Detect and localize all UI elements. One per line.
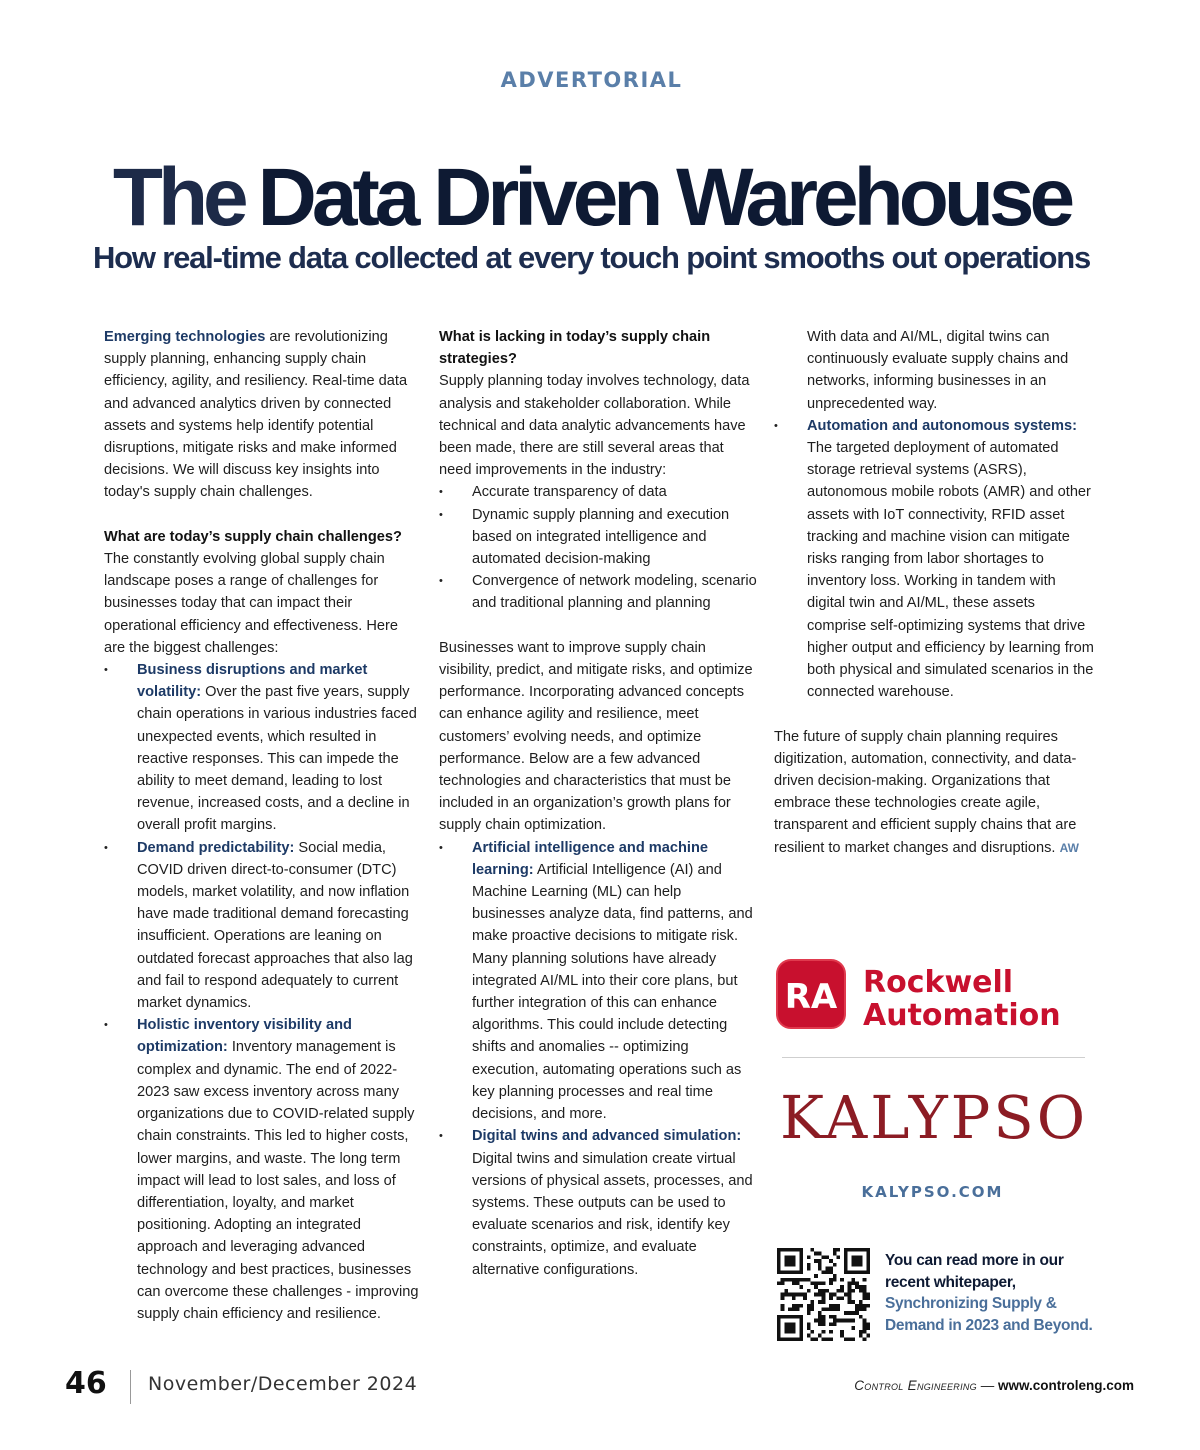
closing-paragraph [774, 726, 1094, 859]
bullet-item [439, 570, 757, 614]
bullet-heading: Automation and autonomous systems: [807, 417, 1078, 434]
section-heading-lacking: What is lacking in today’s supply chain strategies? [439, 329, 711, 368]
bullet-heading: Holistic inventory visibility and optimization: [137, 1017, 352, 1056]
continued-paragraph: With data and AI/ML, digital twins can continuously evaluate supply chains and networks, informing businesses in an unprecedented way. [807, 329, 1069, 412]
promo-text: You can read more in our recent whitepaper, [885, 1252, 1064, 1291]
kalypso-logo: KALYPSO [780, 1083, 1089, 1152]
rockwell-wordmark-line2: Automation [863, 998, 1061, 1033]
advertorial-kicker: ADVERTORIAL [500, 68, 683, 92]
rockwell-mark-letters: RA [784, 977, 838, 1017]
closing-text: The future of supply chain planning requires digitization, automation, connectivity, and data-driven decision-making. Organizations that embrace these technologies create agile, transparent and efficient supply chains that are resilient to market changes and disruptions. [774, 728, 1077, 856]
challenges-body: The constantly evolving global supply chain landscape poses a range of challenges for businesses today that can impact their operational efficiency and effectiveness. Here are the biggest challenges: [104, 551, 398, 656]
bullet-item [104, 1014, 422, 1325]
page-subtitle: How real-time data collected at every touch point smooths out operations [92, 240, 1091, 275]
title-part-1: The [112, 152, 244, 243]
bullet-item [104, 837, 422, 1015]
footer-divider [130, 1370, 131, 1404]
bullet-icon: • [439, 575, 443, 588]
publication-credit [854, 1378, 1134, 1393]
intro-body: are revolutionizing supply planning, enhancing supply chain efficiency, agility, and resiliency. Real-time data and advanced analytics driven by connected assets and systems help identify potential disruptions, mitigate risks and make informed decisions. We will discuss key insights into today's supply chain challenges. [104, 329, 408, 501]
whitepaper-link[interactable]: Synchronizing Supply & Demand in 2023 and Beyond. [885, 1295, 1093, 1334]
bullet-heading: Artificial intelligence and machine learning: [472, 839, 708, 878]
bullet-body: Artificial Intelligence (AI) and Machine Learning (ML) can help businesses analyze data, find patterns, and make proactive decisions to mitigate risk. Many planning solutions have already integrated AI/ML into their core plans, but further integration of this can enhance algorithms. This could include detecting shifts and anomalies -- optimizing execution, automating operations such as key planning processes and real time decisions, and more. [472, 861, 753, 1123]
bullet-icon: • [104, 664, 108, 677]
bullet-body: Social media, COVID driven direct-to-consumer (DTC) models, market volatility, and now inflation have made traditional demand forecasting insufficient. Operations are leaning on outdated forecast approaches that also lag and fail to respond adequately to current market dynamics. [137, 839, 413, 1012]
magazine-url[interactable]: www.controleng.com [997, 1378, 1134, 1393]
bullet-icon: • [439, 841, 443, 854]
bullet-heading: Demand predictability: [137, 839, 295, 856]
bullet-item [439, 1125, 757, 1280]
logo-divider [782, 1057, 1085, 1058]
bullet-body: The targeted deployment of automated storage retrieval systems (ASRS), autonomous mobile robots (AMR) and other assets with IoT connectivity, RFID asset tracking and machine vision can mitigate risks ranging from labor shortages to inventory loss. Working in tandem with digital twin and AI/ML, these assets comprise self-optimizing systems that drive higher output and efficiency by learning from both physical and simulated scenarios in the connected warehouse. [807, 440, 1094, 701]
bullet-item [439, 504, 757, 571]
bullet-body: Convergence of network modeling, scenario and traditional planning and planning [472, 573, 757, 612]
bullet-body: Dynamic supply planning and execution based on integrated intelligence and automated decision-making [472, 506, 730, 568]
bullet-heading: Digital twins and advanced simulation: [472, 1128, 742, 1145]
bullet-body: Accurate transparency of data [472, 484, 667, 501]
bullet-icon: • [774, 419, 778, 432]
credit-separator: — [976, 1378, 998, 1393]
bullet-item [439, 837, 757, 1126]
bullet-heading: Business disruptions and market volatility: [137, 662, 368, 701]
bullet-body: Inventory management is complex and dynamic. The end of 2022-2023 saw excess inventory across many organizations due to COVID-related supply chain constraints. This led to higher costs, lower margins, and waste. The long term impact will lead to lost sales, and loss of differentiation, loyalty, and market positioning. Adopting an integrated approach and leveraging advanced technology and best practices, businesses can overcome these challenges - improving supply chain efficiency and resilience. [137, 1039, 419, 1322]
bullet-item [104, 659, 422, 837]
rockwell-wordmark-line1: Rockwell [863, 965, 1014, 1000]
bullet-body: Digital twins and simulation create virtual versions of physical assets, processes, and systems. These outputs can be used to evaluate scenarios and risk, identify key constraints, optimize, and evaluate alternative configurations. [472, 1150, 753, 1278]
section-heading-challenges: What are today’s supply chain challenges? [104, 528, 402, 545]
bullet-icon: • [439, 508, 443, 521]
technologies-paragraph: Businesses want to improve supply chain visibility, predict, and mitigate risks, and optimize performance. Incorporating advanced concepts can enhance agility and resilience, meet customers’ evolving needs, and optimize performance. Below are a few advanced technologies and characteristics that must be included in an organization’s growth plans for supply chain optimization. [439, 639, 753, 834]
bullet-item [774, 415, 1094, 704]
bullet-icon: • [104, 1019, 108, 1032]
title-part-2: Data Driven Warehouse [257, 152, 1071, 243]
lacking-body: Supply planning today involves technology, data analysis and stakeholder collaboration. While technical and data analytic advancements have been made, there are still several areas that need improvements in the industry: [439, 373, 750, 479]
page-number: 46 [65, 1366, 107, 1401]
bullet-body: Over the past five years, supply chain operations in various industries faced unexpected events, which resulted in reactive responses. This can impede the ability to meet demand, leading to lost revenue, increased costs, and a decline in overall profit margins. [137, 684, 417, 834]
end-mark: AW [1059, 840, 1079, 855]
column-2 [439, 326, 757, 1281]
column-1 [104, 326, 422, 1325]
whitepaper-promo [885, 1250, 1105, 1336]
kalypso-url[interactable]: KALYPSO.COM [861, 1183, 1004, 1201]
rockwell-automation-logo [775, 957, 1085, 1035]
page-title [0, 150, 1183, 246]
bullet-icon: • [439, 486, 443, 499]
magazine-name: Control Engineering [854, 1378, 977, 1393]
bullet-item [439, 481, 757, 503]
bullet-icon: • [439, 1130, 443, 1143]
column-3 [774, 326, 1094, 859]
bullet-icon: • [104, 841, 108, 854]
qr-code-icon[interactable] [777, 1248, 870, 1341]
intro-paragraph [104, 326, 422, 504]
intro-lead: Emerging technologies [104, 329, 266, 345]
issue-date: November/December 2024 [148, 1373, 418, 1395]
